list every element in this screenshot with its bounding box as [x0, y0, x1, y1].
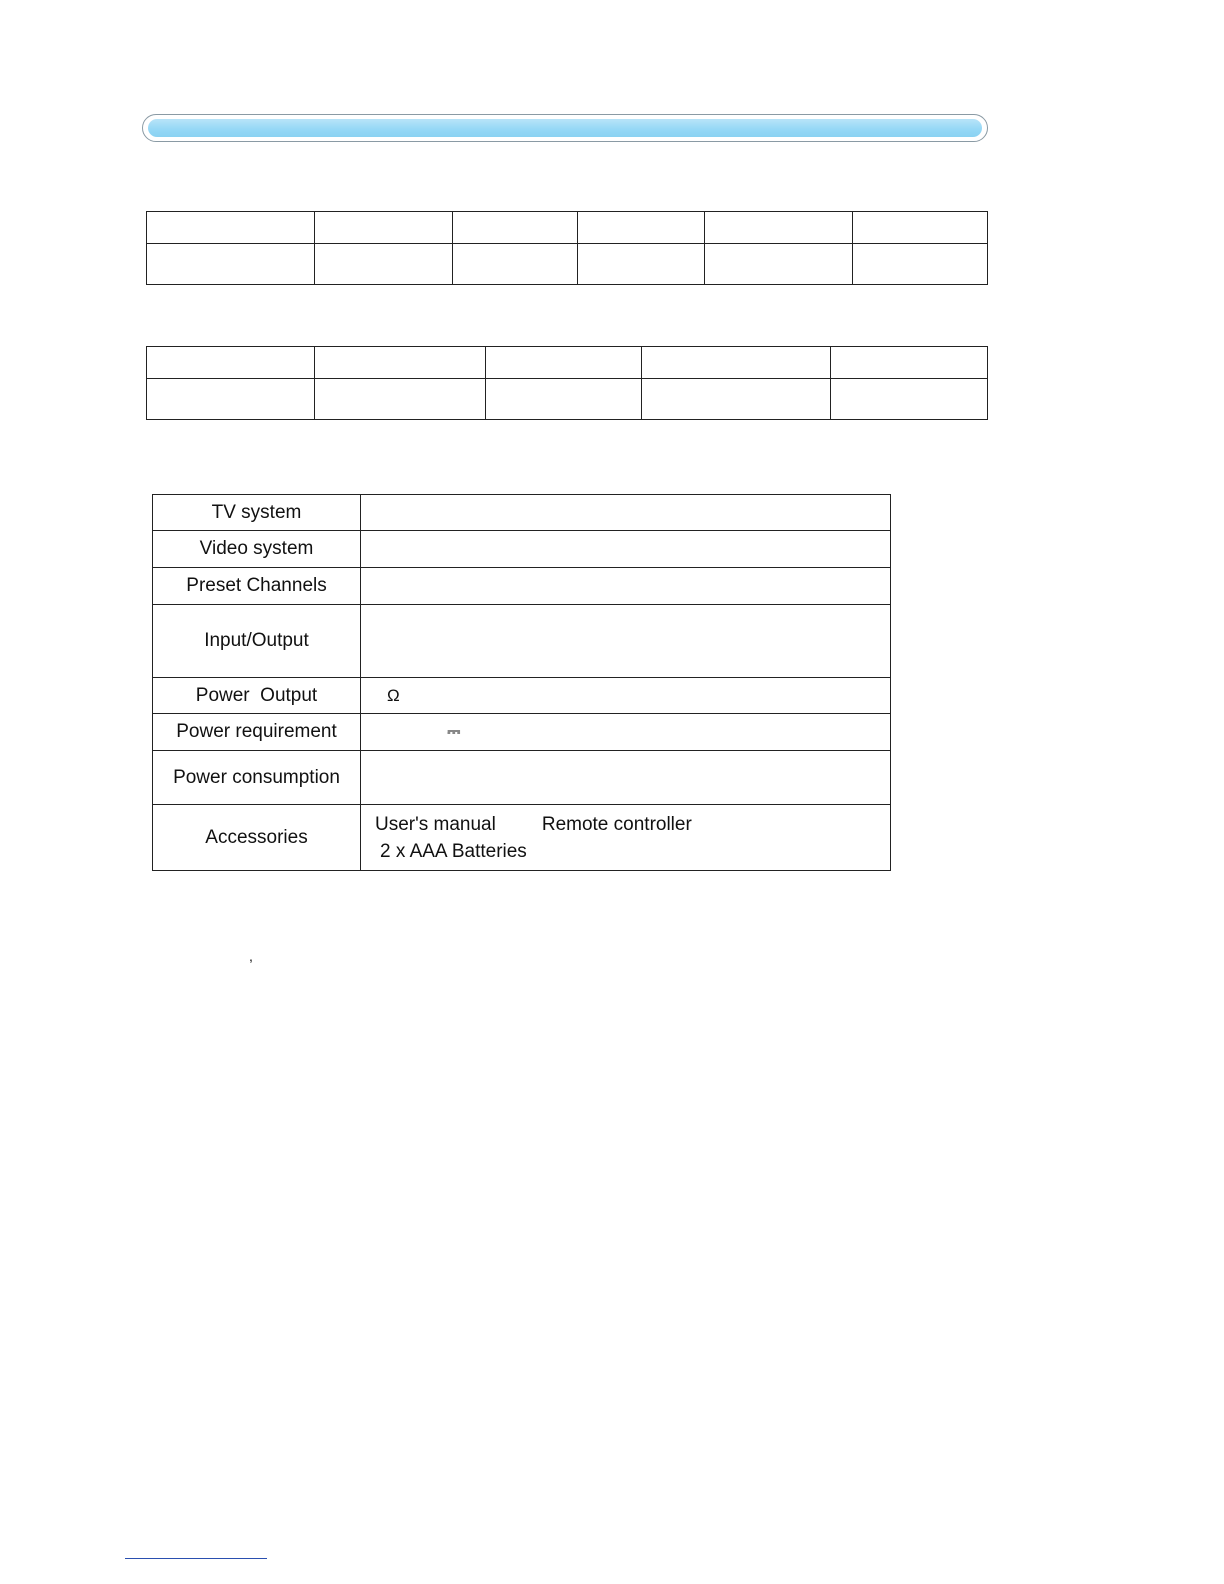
spec-row-power-requirement [153, 714, 891, 751]
stray-comma: , [249, 948, 253, 964]
table-cell [453, 244, 578, 285]
spec-row-preset-channels [153, 568, 891, 605]
table-row [147, 347, 988, 379]
table-cell [705, 212, 853, 244]
table-cell [315, 212, 453, 244]
table-cell [853, 212, 988, 244]
power-output-value-cell [361, 678, 891, 714]
accessory-users-manual: User's manual [375, 813, 496, 835]
table-cell [578, 212, 705, 244]
video-system-label: Video system [153, 531, 361, 568]
spec-row-video-system [153, 531, 891, 568]
tv-system-value [361, 495, 891, 531]
spec-row-power-output [153, 678, 891, 714]
table-cell [831, 347, 988, 379]
table-cell [147, 347, 315, 379]
accessories-line-2 [375, 838, 890, 865]
table-cell [831, 379, 988, 420]
table-cell [642, 347, 831, 379]
table-cell [853, 244, 988, 285]
spec-row-input-output [153, 605, 891, 678]
table-row [147, 212, 988, 244]
table-cell [642, 379, 831, 420]
power-consumption-value [361, 751, 891, 805]
input-output-value [361, 605, 891, 678]
accessory-remote-controller: Remote controller [541, 813, 692, 835]
accessories-value [361, 805, 891, 871]
power-output-label: Power Output [153, 678, 361, 714]
section-header-banner [142, 114, 988, 142]
power-requirement-value-cell [361, 714, 891, 751]
power-requirement-label: Power requirement [153, 714, 361, 751]
spec-row-tv-system [153, 495, 891, 531]
spec-row-power-consumption [153, 751, 891, 805]
table-cell [315, 347, 486, 379]
specifications-table [152, 494, 891, 871]
ohm-symbol: Ω [387, 685, 400, 705]
preset-channels-label: Preset Channels [153, 568, 361, 605]
table-cell [315, 244, 453, 285]
table-cell [705, 244, 853, 285]
table-cell [578, 244, 705, 285]
table-cell [486, 379, 642, 420]
table-cell [453, 212, 578, 244]
accessories-line-1 [375, 811, 890, 838]
table-cell [147, 244, 315, 285]
tv-system-label: TV system [153, 495, 361, 531]
dc-symbol-icon: ⎓ [447, 722, 461, 741]
spec-row-accessories [153, 805, 891, 871]
table-cell [147, 212, 315, 244]
blank-table-2 [146, 346, 988, 420]
table-row [147, 244, 988, 285]
video-system-value [361, 531, 891, 568]
section-header-fill [148, 119, 982, 137]
accessory-batteries: 2 x AAA Batteries [380, 840, 527, 862]
table-cell [486, 347, 642, 379]
table-cell [147, 379, 315, 420]
input-output-label: Input/Output [153, 605, 361, 678]
accessories-label: Accessories [153, 805, 361, 871]
table-row [147, 379, 988, 420]
preset-channels-value [361, 568, 891, 605]
footer-rule [125, 1558, 267, 1559]
power-consumption-label: Power consumption [153, 751, 361, 805]
blank-table-1 [146, 211, 988, 285]
table-cell [315, 379, 486, 420]
